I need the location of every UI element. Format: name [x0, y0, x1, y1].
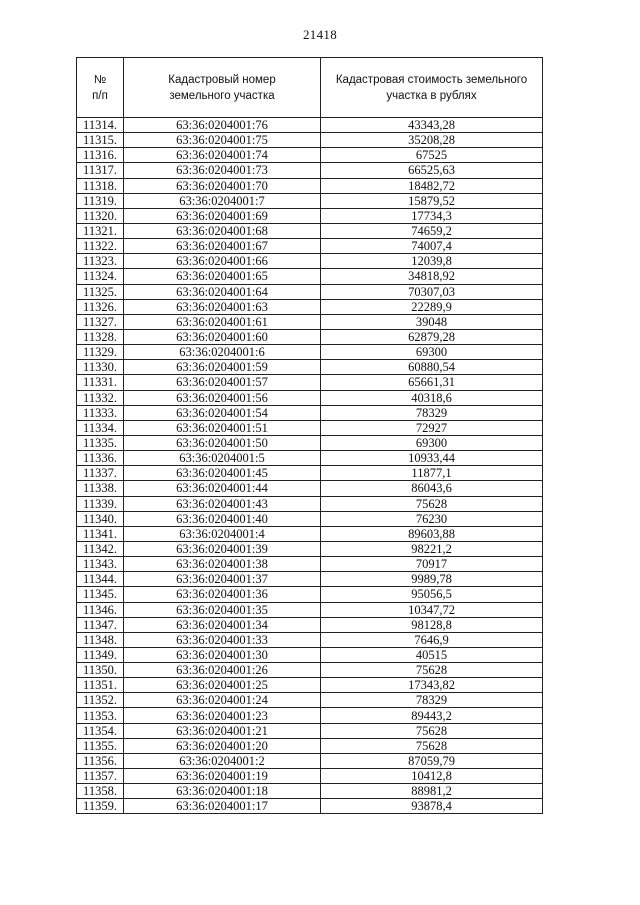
cell-cadastral-number: 63:36:0204001:35	[124, 602, 321, 617]
cell-row-number: 11351.	[77, 678, 124, 693]
table-row	[77, 329, 543, 344]
cell-cadastral-number: 63:36:0204001:39	[124, 541, 321, 556]
header-cadastral-value	[321, 58, 543, 118]
cell-cadastral-number: 63:36:0204001:74	[124, 148, 321, 163]
cell-cadastral-number: 63:36:0204001:30	[124, 647, 321, 662]
table-row	[77, 511, 543, 526]
cell-cadastral-value: 70917	[321, 557, 543, 572]
table-row	[77, 678, 543, 693]
cell-cadastral-value: 78329	[321, 693, 543, 708]
cell-cadastral-number: 63:36:0204001:54	[124, 405, 321, 420]
cell-cadastral-number: 63:36:0204001:45	[124, 466, 321, 481]
cell-cadastral-number: 63:36:0204001:63	[124, 299, 321, 314]
table-row	[77, 375, 543, 390]
table-row	[77, 647, 543, 662]
cell-cadastral-number: 63:36:0204001:20	[124, 738, 321, 753]
cell-cadastral-number: 63:36:0204001:64	[124, 284, 321, 299]
cell-cadastral-value: 75628	[321, 496, 543, 511]
cell-row-number: 11321.	[77, 223, 124, 238]
table-row	[77, 299, 543, 314]
table-row	[77, 602, 543, 617]
cell-row-number: 11337.	[77, 466, 124, 481]
header-cadastral-number-line-1: Кадастровый номер	[168, 73, 276, 86]
table-row	[77, 617, 543, 632]
cell-row-number: 11353.	[77, 708, 124, 723]
header-cadastral-value-line-1: Кадастровая стоимость земельного	[335, 73, 528, 86]
table-row	[77, 541, 543, 556]
table-row	[77, 405, 543, 420]
cell-cadastral-value: 65661,31	[321, 375, 543, 390]
table-row	[77, 390, 543, 405]
table-row	[77, 632, 543, 647]
cell-cadastral-number: 63:36:0204001:68	[124, 223, 321, 238]
cell-cadastral-value: 67525	[321, 148, 543, 163]
header-cadastral-value-line-2: участка в рублях	[386, 89, 477, 102]
cell-cadastral-value: 62879,28	[321, 329, 543, 344]
cell-row-number: 11338.	[77, 481, 124, 496]
cell-cadastral-value: 10933,44	[321, 451, 543, 466]
table-row	[77, 178, 543, 193]
cell-cadastral-value: 89603,88	[321, 526, 543, 541]
table-row	[77, 481, 543, 496]
cell-cadastral-value: 10347,72	[321, 602, 543, 617]
cell-row-number: 11339.	[77, 496, 124, 511]
header-num	[77, 58, 124, 118]
cell-cadastral-value: 10412,8	[321, 769, 543, 784]
cell-row-number: 11319.	[77, 193, 124, 208]
header-num-line-2: п/п	[92, 89, 108, 102]
cell-cadastral-number: 63:36:0204001:69	[124, 208, 321, 223]
cell-row-number: 11346.	[77, 602, 124, 617]
cell-row-number: 11349.	[77, 647, 124, 662]
cell-cadastral-value: 98128,8	[321, 617, 543, 632]
cell-row-number: 11343.	[77, 557, 124, 572]
cell-cadastral-value: 11877,1	[321, 466, 543, 481]
cell-cadastral-value: 22289,9	[321, 299, 543, 314]
table-row	[77, 753, 543, 768]
cell-cadastral-value: 34818,92	[321, 269, 543, 284]
cell-row-number: 11332.	[77, 390, 124, 405]
page-number: 21418	[303, 27, 337, 42]
table-row	[77, 193, 543, 208]
table-row	[77, 314, 543, 329]
cell-row-number: 11358.	[77, 784, 124, 799]
cell-cadastral-number: 63:36:0204001:21	[124, 723, 321, 738]
cell-cadastral-number: 63:36:0204001:56	[124, 390, 321, 405]
header-cadastral-number	[124, 58, 321, 118]
table-row	[77, 557, 543, 572]
cell-row-number: 11326.	[77, 299, 124, 314]
cell-row-number: 11316.	[77, 148, 124, 163]
cell-row-number: 11355.	[77, 738, 124, 753]
cell-cadastral-number: 63:36:0204001:70	[124, 178, 321, 193]
cell-cadastral-number: 63:36:0204001:61	[124, 314, 321, 329]
table-row	[77, 693, 543, 708]
cell-cadastral-number: 63:36:0204001:40	[124, 511, 321, 526]
cell-row-number: 11352.	[77, 693, 124, 708]
cell-cadastral-number: 63:36:0204001:19	[124, 769, 321, 784]
cell-cadastral-number: 63:36:0204001:7	[124, 193, 321, 208]
cell-row-number: 11328.	[77, 329, 124, 344]
cell-cadastral-number: 63:36:0204001:37	[124, 572, 321, 587]
cell-cadastral-number: 63:36:0204001:23	[124, 708, 321, 723]
cell-cadastral-value: 69300	[321, 435, 543, 450]
table-row	[77, 708, 543, 723]
cell-cadastral-value: 72927	[321, 420, 543, 435]
table-row	[77, 723, 543, 738]
cell-cadastral-value: 15879,52	[321, 193, 543, 208]
table-row	[77, 284, 543, 299]
cell-cadastral-value: 75628	[321, 738, 543, 753]
cell-cadastral-number: 63:36:0204001:44	[124, 481, 321, 496]
cell-cadastral-value: 70307,03	[321, 284, 543, 299]
cell-cadastral-value: 78329	[321, 405, 543, 420]
cell-row-number: 11327.	[77, 314, 124, 329]
cell-cadastral-value: 7646,9	[321, 632, 543, 647]
table-row	[77, 435, 543, 450]
cell-cadastral-number: 63:36:0204001:73	[124, 163, 321, 178]
table-row	[77, 451, 543, 466]
cell-row-number: 11320.	[77, 208, 124, 223]
cell-cadastral-number: 63:36:0204001:38	[124, 557, 321, 572]
cell-row-number: 11333.	[77, 405, 124, 420]
cell-cadastral-number: 63:36:0204001:60	[124, 329, 321, 344]
cell-cadastral-number: 63:36:0204001:43	[124, 496, 321, 511]
cell-cadastral-number: 63:36:0204001:34	[124, 617, 321, 632]
cell-cadastral-number: 63:36:0204001:57	[124, 375, 321, 390]
cell-cadastral-value: 86043,6	[321, 481, 543, 496]
cell-cadastral-number: 63:36:0204001:51	[124, 420, 321, 435]
table-body	[77, 118, 543, 814]
cell-cadastral-value: 35208,28	[321, 133, 543, 148]
cell-row-number: 11330.	[77, 360, 124, 375]
cell-cadastral-number: 63:36:0204001:2	[124, 753, 321, 768]
cell-cadastral-number: 63:36:0204001:24	[124, 693, 321, 708]
cell-cadastral-value: 74659,2	[321, 223, 543, 238]
cell-cadastral-number: 63:36:0204001:36	[124, 587, 321, 602]
table-row	[77, 799, 543, 814]
cell-row-number: 11331.	[77, 375, 124, 390]
cell-cadastral-number: 63:36:0204001:25	[124, 678, 321, 693]
cell-row-number: 11347.	[77, 617, 124, 632]
cadastral-value-table	[76, 57, 543, 814]
table-row	[77, 360, 543, 375]
cell-cadastral-number: 63:36:0204001:6	[124, 345, 321, 360]
cell-row-number: 11341.	[77, 526, 124, 541]
table-row	[77, 587, 543, 602]
table-row	[77, 663, 543, 678]
cell-cadastral-value: 66525,63	[321, 163, 543, 178]
table-row	[77, 118, 543, 133]
cell-cadastral-number: 63:36:0204001:76	[124, 118, 321, 133]
cell-row-number: 11315.	[77, 133, 124, 148]
cell-row-number: 11336.	[77, 451, 124, 466]
cell-cadastral-number: 63:36:0204001:4	[124, 526, 321, 541]
cell-cadastral-value: 89443,2	[321, 708, 543, 723]
cell-cadastral-value: 69300	[321, 345, 543, 360]
cell-row-number: 11324.	[77, 269, 124, 284]
cell-cadastral-value: 40318,6	[321, 390, 543, 405]
cell-cadastral-value: 39048	[321, 314, 543, 329]
cell-cadastral-value: 40515	[321, 647, 543, 662]
table-row	[77, 148, 543, 163]
cell-cadastral-number: 63:36:0204001:65	[124, 269, 321, 284]
cell-cadastral-value: 75628	[321, 723, 543, 738]
cell-cadastral-number: 63:36:0204001:59	[124, 360, 321, 375]
cell-cadastral-value: 12039,8	[321, 254, 543, 269]
table-header-row	[77, 58, 543, 118]
table-row	[77, 163, 543, 178]
table-row	[77, 269, 543, 284]
cell-cadastral-number: 63:36:0204001:67	[124, 239, 321, 254]
table-row	[77, 133, 543, 148]
cell-row-number: 11325.	[77, 284, 124, 299]
cell-cadastral-value: 76230	[321, 511, 543, 526]
cell-cadastral-value: 87059,79	[321, 753, 543, 768]
table-row	[77, 208, 543, 223]
cell-cadastral-number: 63:36:0204001:18	[124, 784, 321, 799]
header-cadastral-number-line-2: земельного участка	[169, 89, 275, 102]
cell-cadastral-value: 88981,2	[321, 784, 543, 799]
cell-cadastral-value: 60880,54	[321, 360, 543, 375]
cell-row-number: 11357.	[77, 769, 124, 784]
table-row	[77, 466, 543, 481]
cell-row-number: 11318.	[77, 178, 124, 193]
cell-cadastral-value: 43343,28	[321, 118, 543, 133]
cell-row-number: 11348.	[77, 632, 124, 647]
cell-row-number: 11334.	[77, 420, 124, 435]
cell-row-number: 11323.	[77, 254, 124, 269]
cell-cadastral-number: 63:36:0204001:5	[124, 451, 321, 466]
cell-row-number: 11354.	[77, 723, 124, 738]
cell-row-number: 11359.	[77, 799, 124, 814]
cell-row-number: 11335.	[77, 435, 124, 450]
cell-row-number: 11345.	[77, 587, 124, 602]
table-row	[77, 239, 543, 254]
cell-cadastral-number: 63:36:0204001:26	[124, 663, 321, 678]
table-row	[77, 572, 543, 587]
cell-row-number: 11329.	[77, 345, 124, 360]
cell-cadastral-number: 63:36:0204001:50	[124, 435, 321, 450]
cell-row-number: 11356.	[77, 753, 124, 768]
table-row	[77, 254, 543, 269]
table-row	[77, 784, 543, 799]
cell-cadastral-value: 98221,2	[321, 541, 543, 556]
table-row	[77, 420, 543, 435]
cell-row-number: 11342.	[77, 541, 124, 556]
cell-cadastral-number: 63:36:0204001:66	[124, 254, 321, 269]
cell-cadastral-number: 63:36:0204001:17	[124, 799, 321, 814]
header-num-line-1: №	[93, 73, 107, 86]
cell-cadastral-value: 74007,4	[321, 239, 543, 254]
cell-row-number: 11314.	[77, 118, 124, 133]
cell-cadastral-number: 63:36:0204001:75	[124, 133, 321, 148]
cell-cadastral-value: 17734,3	[321, 208, 543, 223]
cell-row-number: 11340.	[77, 511, 124, 526]
table-row	[77, 769, 543, 784]
cell-cadastral-value: 9989,78	[321, 572, 543, 587]
table-row	[77, 738, 543, 753]
cell-row-number: 11344.	[77, 572, 124, 587]
cell-cadastral-value: 18482,72	[321, 178, 543, 193]
table-row	[77, 223, 543, 238]
cell-cadastral-value: 95056,5	[321, 587, 543, 602]
table-row	[77, 496, 543, 511]
cell-cadastral-value: 17343,82	[321, 678, 543, 693]
table-row	[77, 526, 543, 541]
cell-row-number: 11317.	[77, 163, 124, 178]
cell-cadastral-number: 63:36:0204001:33	[124, 632, 321, 647]
cell-cadastral-value: 75628	[321, 663, 543, 678]
cell-cadastral-value: 93878,4	[321, 799, 543, 814]
cell-row-number: 11322.	[77, 239, 124, 254]
cell-row-number: 11350.	[77, 663, 124, 678]
table-row	[77, 345, 543, 360]
